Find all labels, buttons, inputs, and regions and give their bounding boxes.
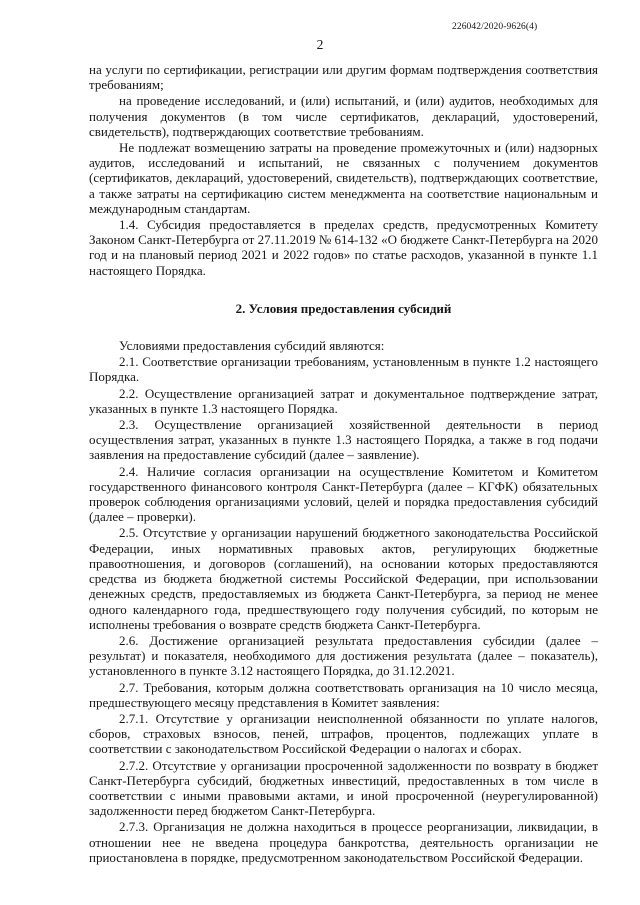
paragraph: на услуги по сертификации, регистрации или другим формам подтверждения соответствия требованиям; [89,62,598,93]
paragraph: 2.3. Осуществление организацией хозяйственной деятельности в период осуществления затрат, указанных в пункте 1.3 настоящего Порядка, а также в год подачи заявления на предоставление субсидий (далее – заявление). [89,417,598,463]
paragraph: 2.1. Соответствие организации требованиям, установленным в пункте 1.2 настоящего Порядка. [89,354,598,385]
paragraph: на проведение исследований, и (или) испытаний, и (или) аудитов, необходимых для получения документов (в том числе сертификатов, деклараций, удостоверений, свидетельств), подтверждающих соответствие требованиям. [89,93,598,139]
paragraph: 2.5. Отсутствие у организации нарушений бюджетного законодательства Российской Федерации, иных нормативных правовых актов, регулирующих бюджетные правоотношения, и договоров (соглашений), на основании которых предоставляются средства из бюджета бюджетной системы Российской Федерации, при использовании денежных средств, предоставляемых из бюджета Санкт-Петербурга, за период не менее одного календарного года, предшествующего году получения субсидий, по которым не исполнены требования о возврате средств бюджета Санкт-Петербурга. [89,525,598,632]
document-id: 226042/2020-9626(4) [452,22,538,32]
paragraph: 2.7. Требования, которым должна соответствовать организация на 10 число месяца, предшествующего месяцу представления в Комитет заявления: [89,679,598,710]
paragraph: Не подлежат возмещению затраты на проведение промежуточных и (или) надзорных аудитов, исследований и испытаний, не связанных с получением документов (сертификатов, деклараций, удостоверений, свидетельств), подтверждающих соответствие, а также затраты на сертификацию систем менеджмента на соответствие национальным и международным стандартам. [89,140,598,216]
document-body [89,62,598,866]
paragraph: 2.7.3. Организация не должна находиться в процессе реорганизации, ликвидации, в отношении нее не введена процедура банкротства, деятельность организации не приостановлена в порядке, предусмотренном законодательством Российской Федерации. [89,819,598,865]
page-number: 2 [316,37,324,52]
section-title: 2. Условия предоставления субсидий [235,300,452,316]
paragraph: 2.7.1. Отсутствие у организации неисполненной обязанности по уплате налогов, сборов, страховых взносов, пеней, штрафов, процентов, подлежащих уплате в соответствии с законодательством Российской Федерации о налогах и сборах. [89,710,598,757]
paragraph: 2.4. Наличие согласия организации на осуществление Комитетом и Комитетом государственного финансового контроля Санкт-Петербурга (далее – КГФК) обязательных проверок соблюдения организациями условий, целей и порядка предоставления субсидий (далее – проверки). [89,463,598,525]
paragraph: 2.6. Достижение организацией результата предоставления субсидии (далее – результат) и показателя, необходимого для достижения результата (далее – показатель), установленного в пункте 3.12 настоящего Порядка, до 31.12.2021. [89,632,598,679]
paragraph: 1.4. Субсидия предоставляется в пределах средств, предусмотренных Комитету Законом Санкт-Петербурга от 27.11.2019 № 614-132 «О бюджете Санкт-Петербурга на 2020 год и на плановый период 2021 и 2022 годов» по статье расходов, указанной в пункте 1.1 настоящего Порядка. [89,217,598,278]
paragraph: 2.2. Осуществление организацией затрат и документальное подтверждение затрат, указанных в пункте 1.3 настоящего Порядка. [89,385,598,416]
paragraph: 2.7.2. Отсутствие у организации просроченной задолженности по возврату в бюджет Санкт-Петербурга субсидий, бюджетных инвестиций, предоставленных в том числе в соответствии с иными правовыми актами, и иной просроченной (неурегулированной) задолженности перед бюджетом Санкт-Петербурга. [89,757,598,819]
paragraph: Условиями предоставления субсидий являются: [119,338,385,354]
